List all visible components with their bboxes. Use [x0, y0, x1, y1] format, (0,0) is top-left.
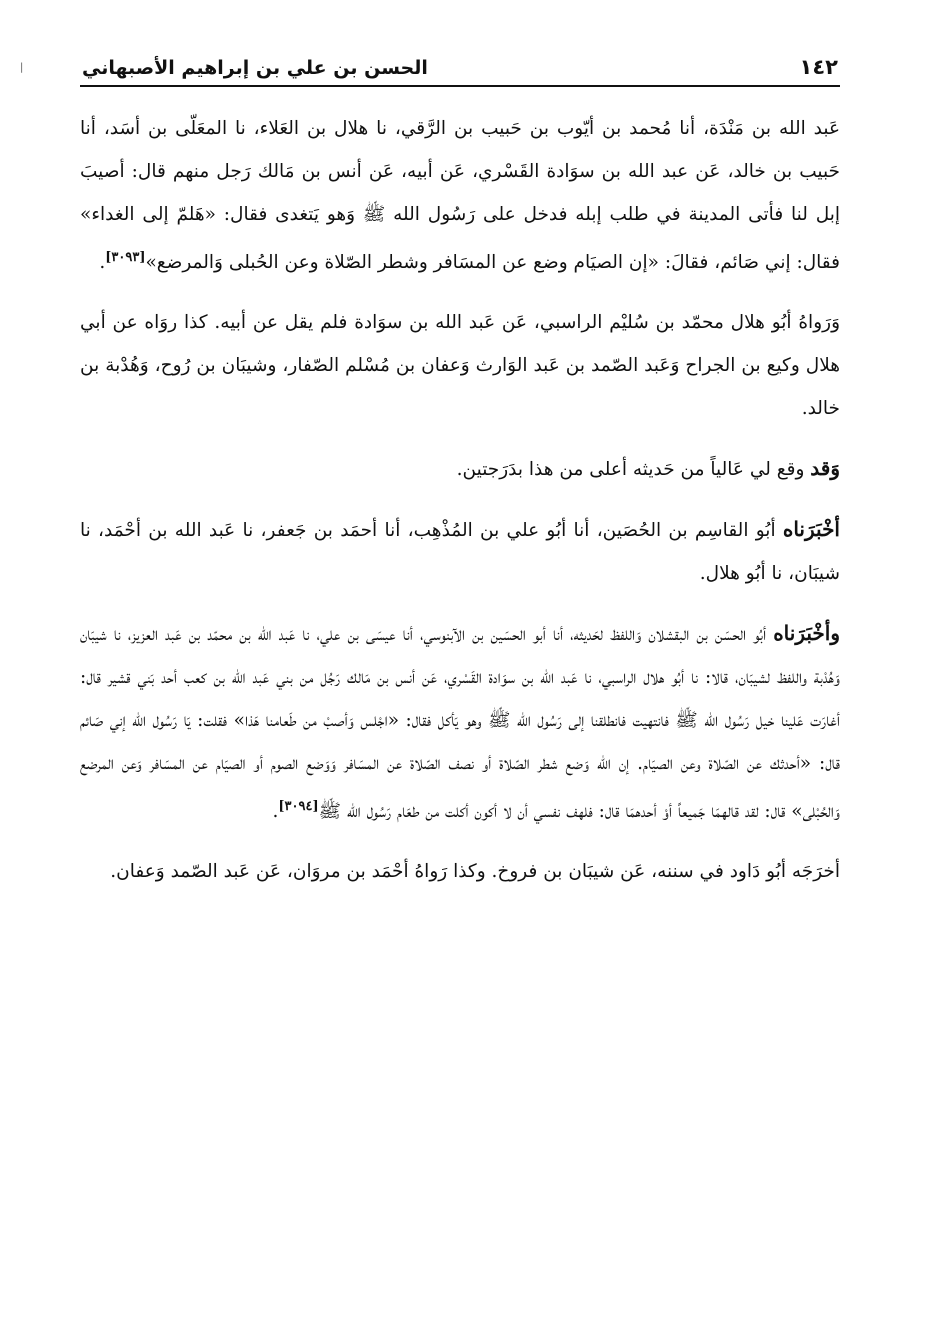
- paragraph-tail: .: [272, 801, 279, 823]
- paragraph-text: أخرَجَه أبُو دَاود في سننه، عَن شيبَان بن فروخ. وكذا رَواهُ أحْمَد بن مروَان، عَن عَبد الصّمد وَعفان.: [110, 861, 840, 883]
- paragraph-text: أبُو القاسِم بن الحُصَين، أنا أبُو علي بن المُذْهِب، أنا أحمَد بن جَعفر، نا عَبد الله بن أحْمَد، نا شيبَان، نا أبُو هلال.: [80, 520, 840, 585]
- hadith-number: [٣٠٩٣]: [105, 250, 146, 265]
- paragraph-tail: .: [99, 252, 106, 274]
- page-number: ١٤٢: [799, 55, 838, 79]
- paragraph-lead-word: أخْبَرَناه: [782, 517, 840, 542]
- paragraph-5: [80, 612, 840, 833]
- book-page: [80, 55, 840, 910]
- page-body: [80, 107, 840, 893]
- paragraph-lead-word: وأخْبَرَناه: [773, 621, 840, 646]
- paragraph-4: [80, 508, 840, 595]
- paragraph-text: وَرَواهُ أبُو هلال محمّد بن سُليْم الراسبي، عَن عَبد الله بن سوَادة فلم يقل عن أبيه. كذا روَاه عن أبي هلال وكيع بن الجراح وَعَبد الصّمد بن عَبد الوَارث وَعفان بن مُسْلم الصّفار، وشيبَان بن رُوح، وَهُدْبة بن خالد.: [80, 312, 840, 420]
- paragraph-text: وقع لي عَالياً من حَديثه أعلى من هذا بدَرَجتين.: [456, 459, 811, 481]
- running-title: الحسن بن علي بن إبراهيم الأصبهاني: [82, 57, 428, 79]
- paragraph-text: عَبد الله بن مَنْدَة، أنا مُحمد بن أيّوب بن حَبيب بن الرَّقي، نا هلال بن العَلاء، نا المعَلّى بن أسَد، أنا حَبيب بن خالد، عَن عبد الله بن سوَادة القَسْري، عَن أبيه، عَن أنس بن مَالك رَجل منهم قال: أصيبَ إبل لنا فأتى المدينة في طلب إبله فدخل على رَسُول الله ﷺ وَهو يَتغدى فقال: «هَلمّ إلى الغداء» فقال: إني صَائم، فقالَ: «إن الصيَام وضع عن المسَافر وشطر الصّلاة وعن الحُبلى وَالمرضع»: [80, 118, 840, 274]
- paragraph-2: [80, 301, 840, 430]
- margin-mark: |: [20, 62, 24, 73]
- hadith-number: [٣٠٩٤]: [278, 799, 319, 815]
- paragraph-6: [80, 850, 840, 893]
- running-header: [80, 55, 840, 87]
- paragraph-text: أبُو الحسَن بن البقشلان وَاللفظ لحَديثه، أنا أبو الحسَين بن الآبنوسي، أنا عيسَى بن علي، نا عَبد الله بن محمّد بن عَبد العزيز، نا شيبَان وَهُدْبة واللفظ لشيبَان، قالا: نا أبُو هلال الراسبي، نا عَبد الله بن سوَادة القَسْري، عَن أنس بن مَالك رَجُل من بني عَبد الله بن كعب أحد بَني قشير قال: أغارَت عَلينا خيل رَسُول الله ﷺ فانتهيت فانطلقنا إلى رَسُول الله ﷺ وهو يَأكل فقال: «اجْلس وَأصبْ من طَعامنا هَذا» فقلت: يَا رَسُول الله إني صَائم قال: «أحدثك عن الصّلاة وعن الصيَام. إن الله وَضع شطر الصّلاة أو نصف الصّلاة عن المسَافر وَوَضع الصوم أو الصيَام عن المسَافر وَعن المرضع وَالحُبْلى» قال: لقد قالهمَا جَميعاً أوْ أحدهمَا قال: فلهف نفسي أن لا أكون أكلت من طعَام رَسُول الله ﷺ: [80, 624, 840, 823]
- paragraph-lead-word: وَقد: [810, 456, 840, 481]
- paragraph-1: [80, 107, 840, 284]
- paragraph-3: [80, 447, 840, 491]
